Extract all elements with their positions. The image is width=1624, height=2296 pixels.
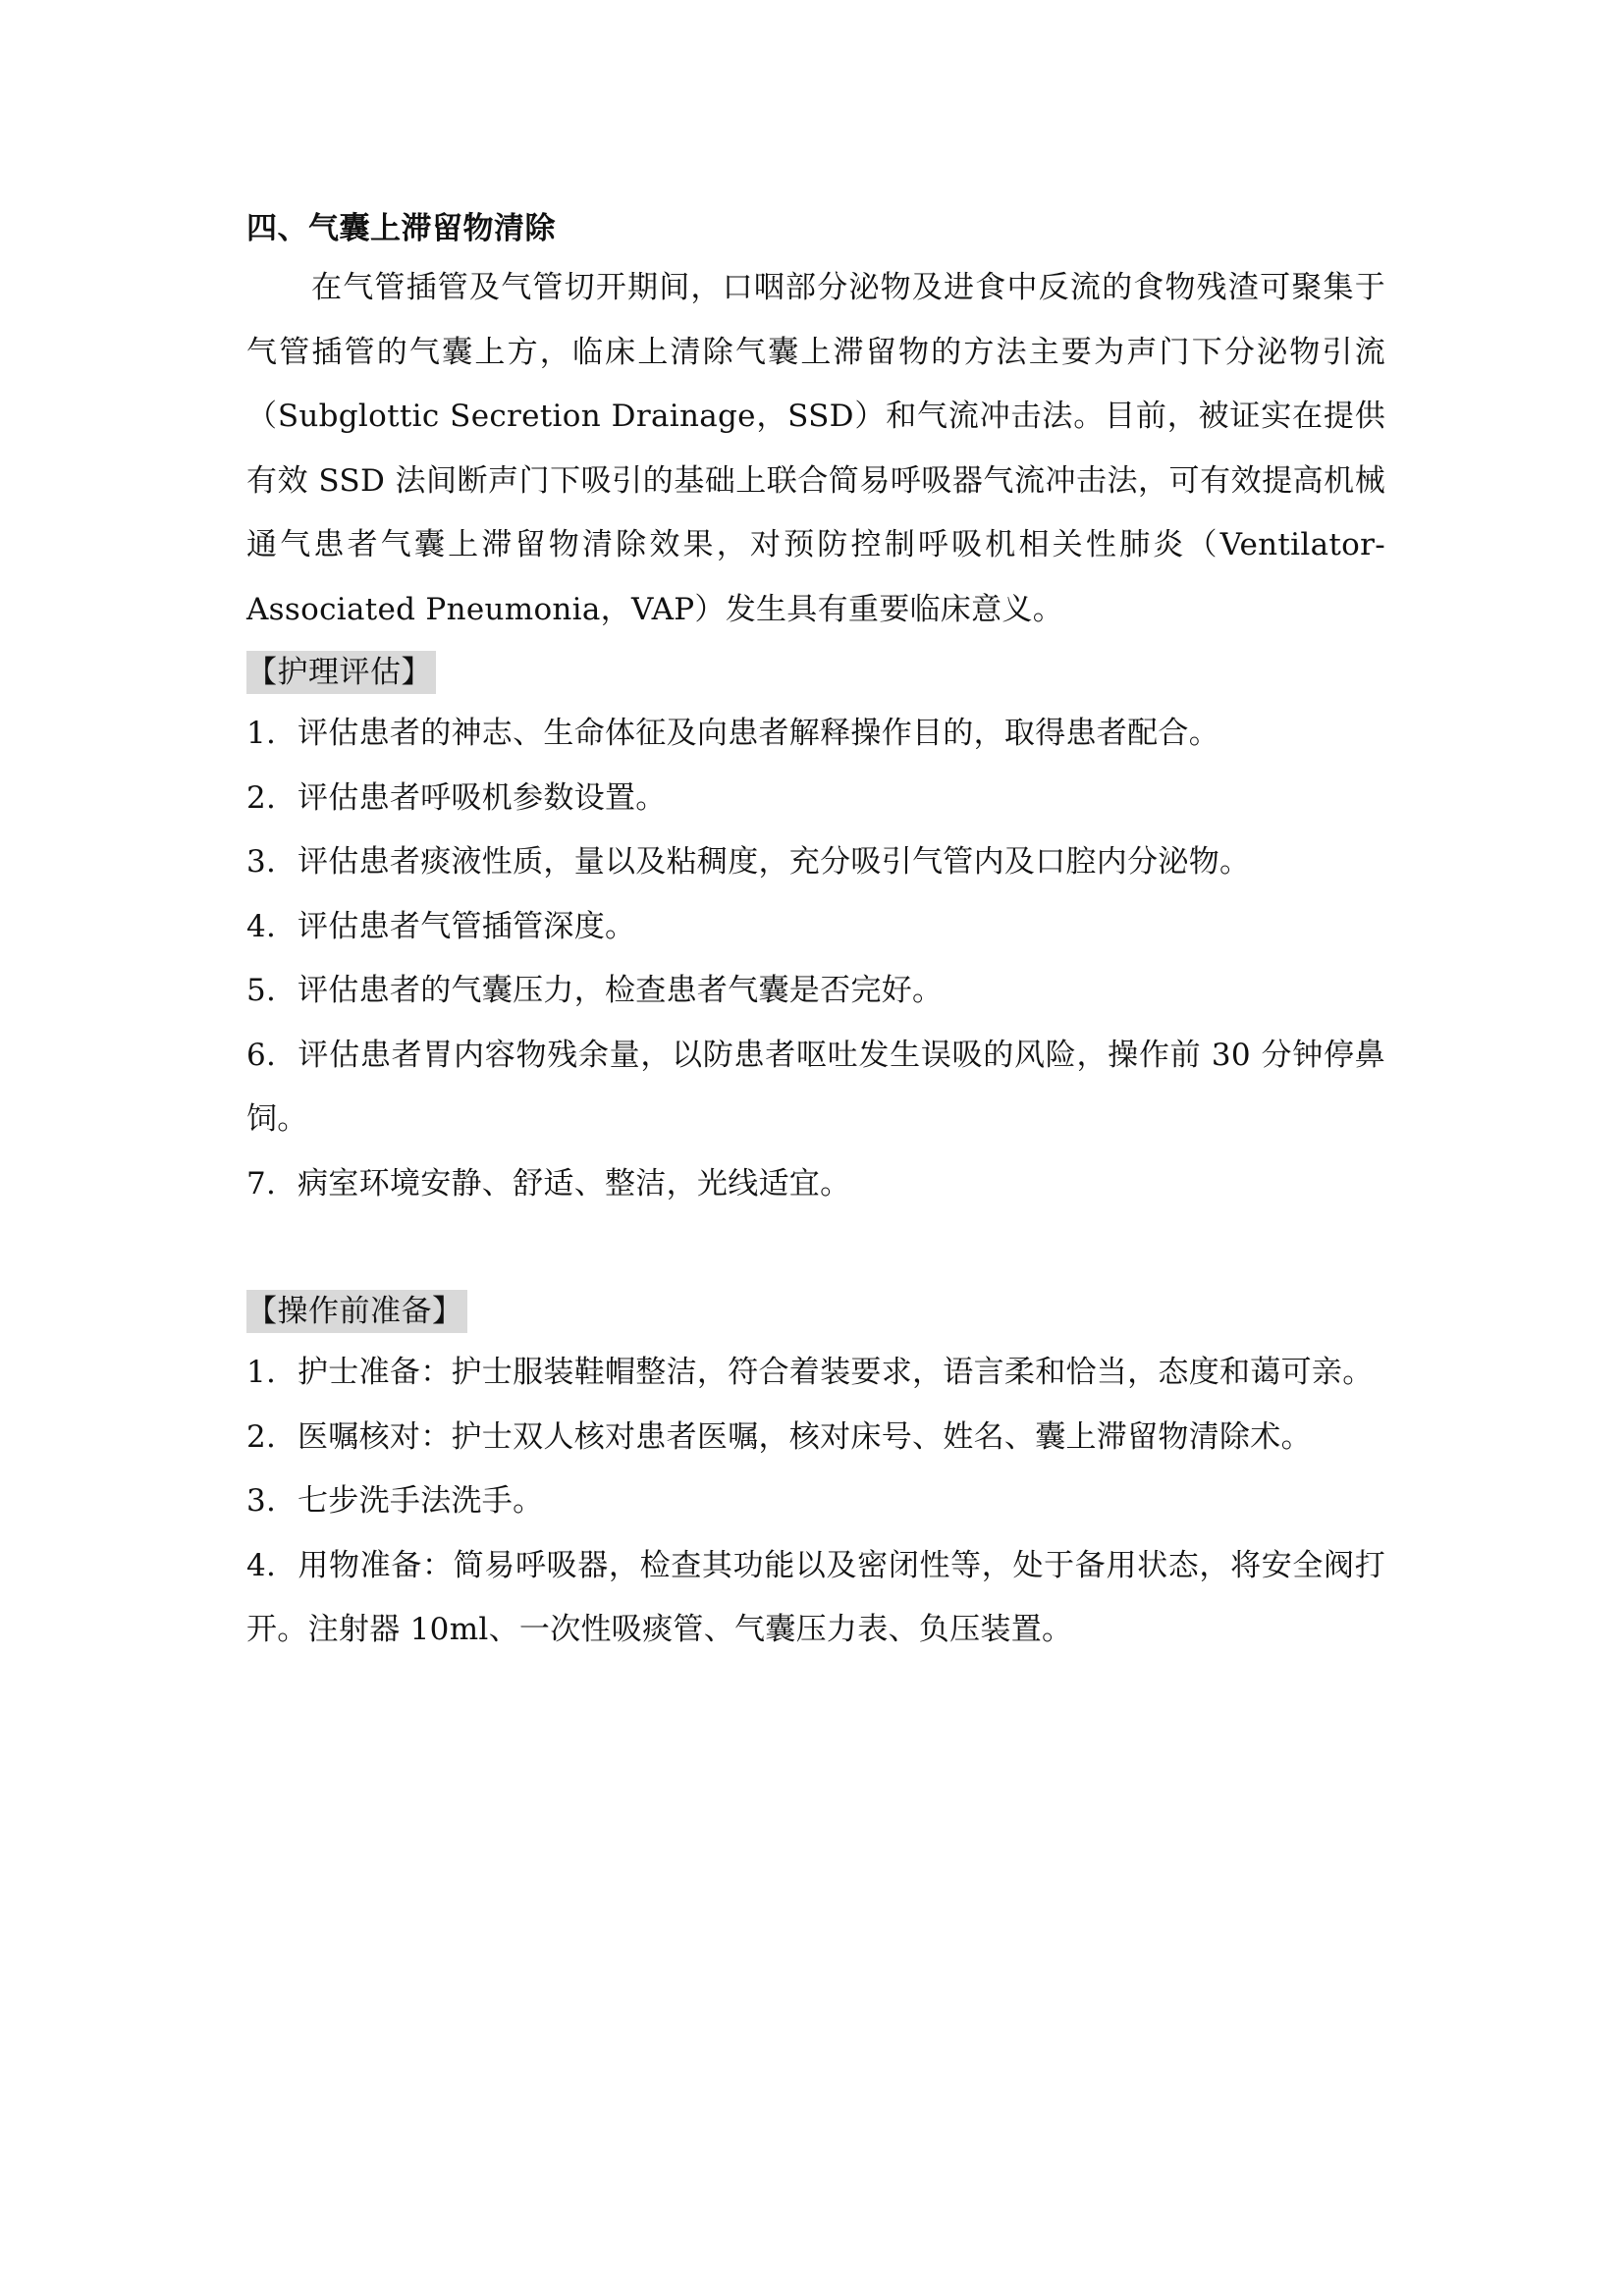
item-text: 评估患者痰液性质，量以及粘稠度，充分吸引气管内及口腔内分泌物。 (298, 844, 1251, 880)
item-number: 7. (246, 1165, 277, 1201)
item-number: 4. (246, 908, 277, 944)
item-text: 用物准备：简易呼吸器，检查其功能以及密闭性等，处于备用状态，将安全阀打开。注射器 10ml、一次性吸痰管、气囊压力表、负压装置。 (246, 1547, 1385, 1647)
item-text: 评估患者的气囊压力，检查患者气囊是否完好。 (298, 973, 944, 1008)
list-item (246, 1534, 1385, 1663)
item-number: 1. (246, 1355, 277, 1390)
item-number: 2. (246, 1418, 277, 1455)
item-number: 1. (246, 716, 277, 751)
item-text: 七步洗手法洗手。 (298, 1483, 544, 1519)
list-item (246, 702, 1385, 767)
list-item (246, 1469, 1385, 1534)
item-text: 评估患者呼吸机参数设置。 (298, 779, 667, 816)
item-number: 3. (246, 1483, 277, 1519)
item-number: 5. (246, 973, 277, 1008)
item-text: 评估患者气管插管深度。 (298, 908, 636, 944)
document-content (246, 201, 1385, 1663)
item-text: 医嘱核对：护士双人核对患者医嘱，核对床号、姓名、囊上滞留物清除术。 (298, 1418, 1312, 1455)
intro-paragraph: 在气管插管及气管切开期间，口咽部分泌物及进食中反流的食物残渣可聚集于气管插管的气囊上方，临床上清除气囊上滞留物的方法主要为声门下分泌物引流（Subglottic Secretion Drainage，SSD）和气流冲击法。目前，被证实在提供有效 SSD 法间断声门下吸引的基础上联合简易呼吸器气流冲击法，可有效提高机械通气患者气囊上滞留物清除效果，对预防控制呼吸机相关性肺炎（Ventilator-Associated Pneumonia，VAP）发生具有重要临床意义。 (246, 270, 1385, 627)
preparation-heading-row (246, 1281, 1385, 1341)
item-text: 评估患者胃内容物残余量，以防患者呕吐发生误吸的风险，操作前 30 分钟停鼻饲。 (246, 1037, 1385, 1137)
assessment-heading-row (246, 642, 1385, 702)
item-number: 2. (246, 779, 277, 816)
item-number: 6. (246, 1037, 277, 1073)
list-item (246, 1406, 1385, 1470)
list-item (246, 767, 1385, 831)
assessment-heading: 【护理评估】 (246, 651, 436, 694)
preparation-list (246, 1341, 1385, 1663)
list-item (246, 1152, 1385, 1217)
list-item (246, 959, 1385, 1024)
list-item (246, 1024, 1385, 1152)
item-text: 护士准备：护士服装鞋帽整洁，符合着装要求，语言柔和恰当，态度和蔼可亲。 (298, 1355, 1374, 1390)
preparation-heading: 【操作前准备】 (246, 1290, 467, 1333)
item-number: 3. (246, 844, 277, 880)
list-item (246, 895, 1385, 960)
item-number: 4. (246, 1547, 277, 1583)
item-text: 评估患者的神志、生命体征及向患者解释操作目的，取得患者配合。 (298, 716, 1219, 751)
item-text: 病室环境安静、舒适、整洁，光线适宜。 (298, 1165, 851, 1201)
assessment-list (246, 702, 1385, 1216)
section-title: 四、气囊上滞留物清除 (246, 211, 556, 246)
list-item (246, 830, 1385, 895)
blank-line (246, 1216, 1385, 1281)
list-item (246, 1341, 1385, 1406)
